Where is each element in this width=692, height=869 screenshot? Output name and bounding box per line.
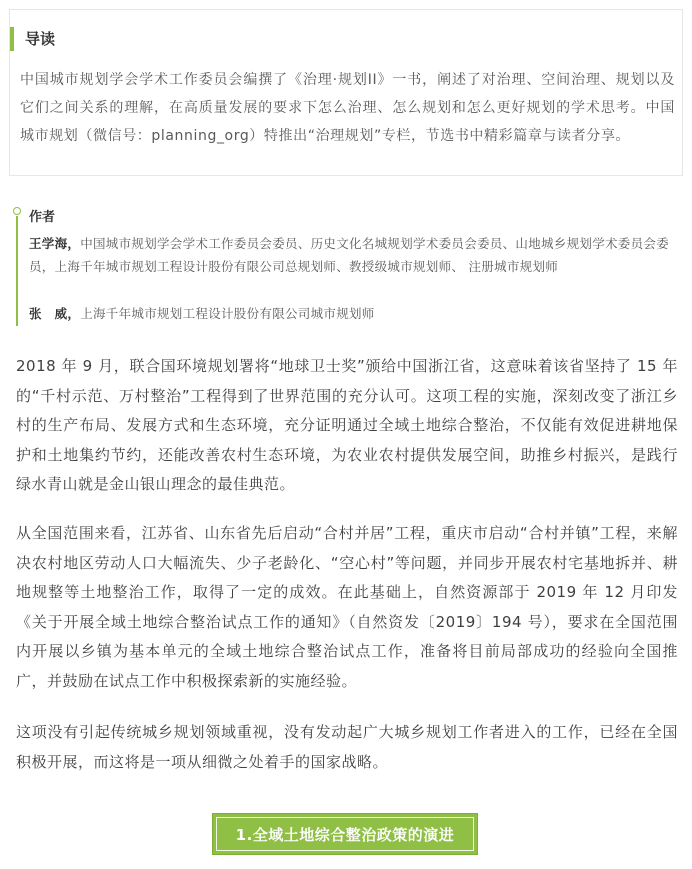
- author-section: [13, 207, 678, 327]
- section-heading-badge: [212, 813, 478, 855]
- author-label: 作者: [29, 210, 56, 225]
- author-entry: [29, 302, 677, 325]
- author-description: 上海千年城市规划工程设计股份有限公司城市规划师: [80, 306, 375, 321]
- author-divider-line: [16, 216, 18, 326]
- author-marker-icon: [13, 207, 21, 215]
- body-paragraph: 从全国范围来看，江苏省、山东省先后启动“合村并居”工程，重庆市启动“合村并镇”工程，来解决农村地区劳动人口大幅流失、少子老龄化、“空心村”等问题，并同步开展农村宅基地拆并、耕地规整等土地整治工作，取得了一定的成效。在此基础上，自然资源部于 2019 年 12 月印发《关于开展全域土地综合整治试点工作的通知》（自然资发〔2019〕194 号），要求在全国范围内开展以乡镇为基本单元的全域土地综合整治试点工作，准备将目前局部成功的经验向全国推广，并鼓励在试点工作中积极探索新的实施经验。: [16, 524, 678, 690]
- author-description: 中国城市规划学会学术工作委员会委员、历史文化名城规划学术委员会委员、山地城乡规划学术委员会委员，上海千年城市规划工程设计股份有限公司总规划师、教授级城市规划师、 注册城市规划师: [29, 236, 670, 274]
- guide-box: [9, 9, 683, 176]
- body-paragraph: 2018 年 9 月，联合国环境规划署将“地球卫士奖”颁给中国浙江省，这意味着该省坚持了 15 年的“千村示范、万村整治”工程得到了世界范围的充分认可。这项工程的实施，深刻改变了浙江乡村的生产布局、发展方式和生态环境，充分证明通过全域土地综合整治，不仅能有效促进耕地保护和土地集约节约，还能改善农村生态环境，为农业农村提供发展空间，助推乡村振兴，是践行绿水青山就是金山银山理念的最佳典范。: [16, 357, 678, 493]
- guide-title: 导读: [25, 30, 56, 48]
- body-paragraph: 这项没有引起传统城乡规划领域重视，没有发动起广大城乡规划工作者进入的工作，已经在全国积极开展，而这将是一项从细微之处着手的国家战略。: [16, 723, 678, 771]
- guide-text: 中国城市规划学会学术工作委员会编撰了《治理·规划II》一书，阐述了对治理、空间治理、规划以及它们之间关系的理解，在高质量发展的要求下怎么治理、怎么规划和怎么更好规划的学术思考。中国城市规划（微信号：planning_org）特推出“治理规划”专栏，节选书中精彩篇章与读者分享。: [20, 72, 675, 144]
- author-name: 张 威，: [29, 306, 81, 321]
- guide-header: [10, 27, 55, 51]
- guide-accent-bar: [10, 27, 14, 51]
- author-name: 王学海，: [29, 236, 81, 251]
- author-entry: [29, 232, 677, 278]
- section-heading-text: 1.全域土地综合整治政策的演进: [235, 825, 455, 844]
